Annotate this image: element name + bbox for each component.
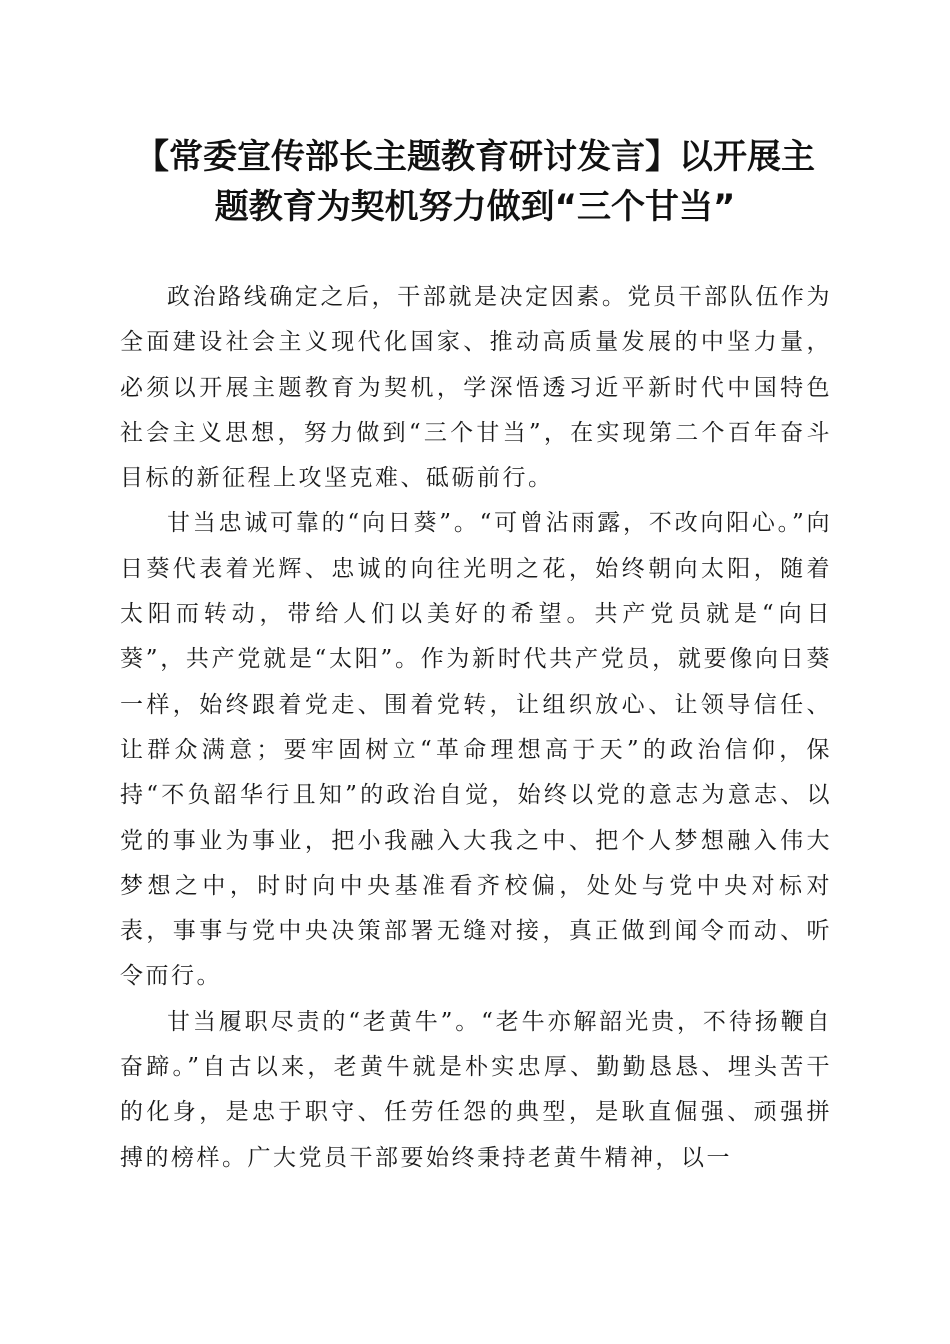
title-line-2: 题教育为契机努力做到“三个甘当” — [214, 187, 736, 227]
document-title — [100, 132, 850, 232]
paragraph-sunflower: 甘当忠诚可靠的“向日葵”。“可曾沾雨露，不改向阳心。”向日葵代表着光辉、忠诚的向往光明之花，始终朝向太阳，随着太阳而转动，带给人们以美好的希望。共产党员就是“向日葵”，共产党就是“太阳”。作为新时代共产党员，就要像向日葵一样，始终跟着党走、围着党转，让组织放心、让领导信任、让群众满意；要牢固树立“革命理想高于天”的政治信仰，保持“不负韶华行且知”的政治自觉，始终以党的意志为意志、以党的事业为事业，把小我融入大我之中、把个人梦想融入伟大梦想之中，时时向中央基准看齐校偏，处处与党中央对标对表，事事与党中央决策部署无缝对接，真正做到闻令而动、听令而行。 — [120, 510, 832, 990]
paragraph-intro: 政治路线确定之后，干部就是决定因素。党员干部队伍作为全面建设社会主义现代化国家、推动高质量发展的中坚力量，必须以开展主题教育为契机，学深悟透习近平新时代中国特色社会主义思想，努力做到“三个甘当”，在实现第二个百年奋斗目标的新征程上攻坚克难、砥砺前行。 — [120, 284, 832, 492]
paragraph-ox: 甘当履职尽责的“老黄牛”。“老牛亦解韶光贵，不待扬鞭自奋蹄。”自古以来，老黄牛就是朴实忠厚、勤勤恳恳、埋头苦干的化身，是忠于职守、任劳任怨的典型，是耿直倔强、顽强拼搏的榜样。广大党员干部要始终秉持老黄牛精神，以一 — [120, 1008, 832, 1171]
document-body — [120, 275, 832, 1181]
title-line-1: 【常委宣传部长主题教育研讨发言】以开展主 — [135, 137, 815, 177]
